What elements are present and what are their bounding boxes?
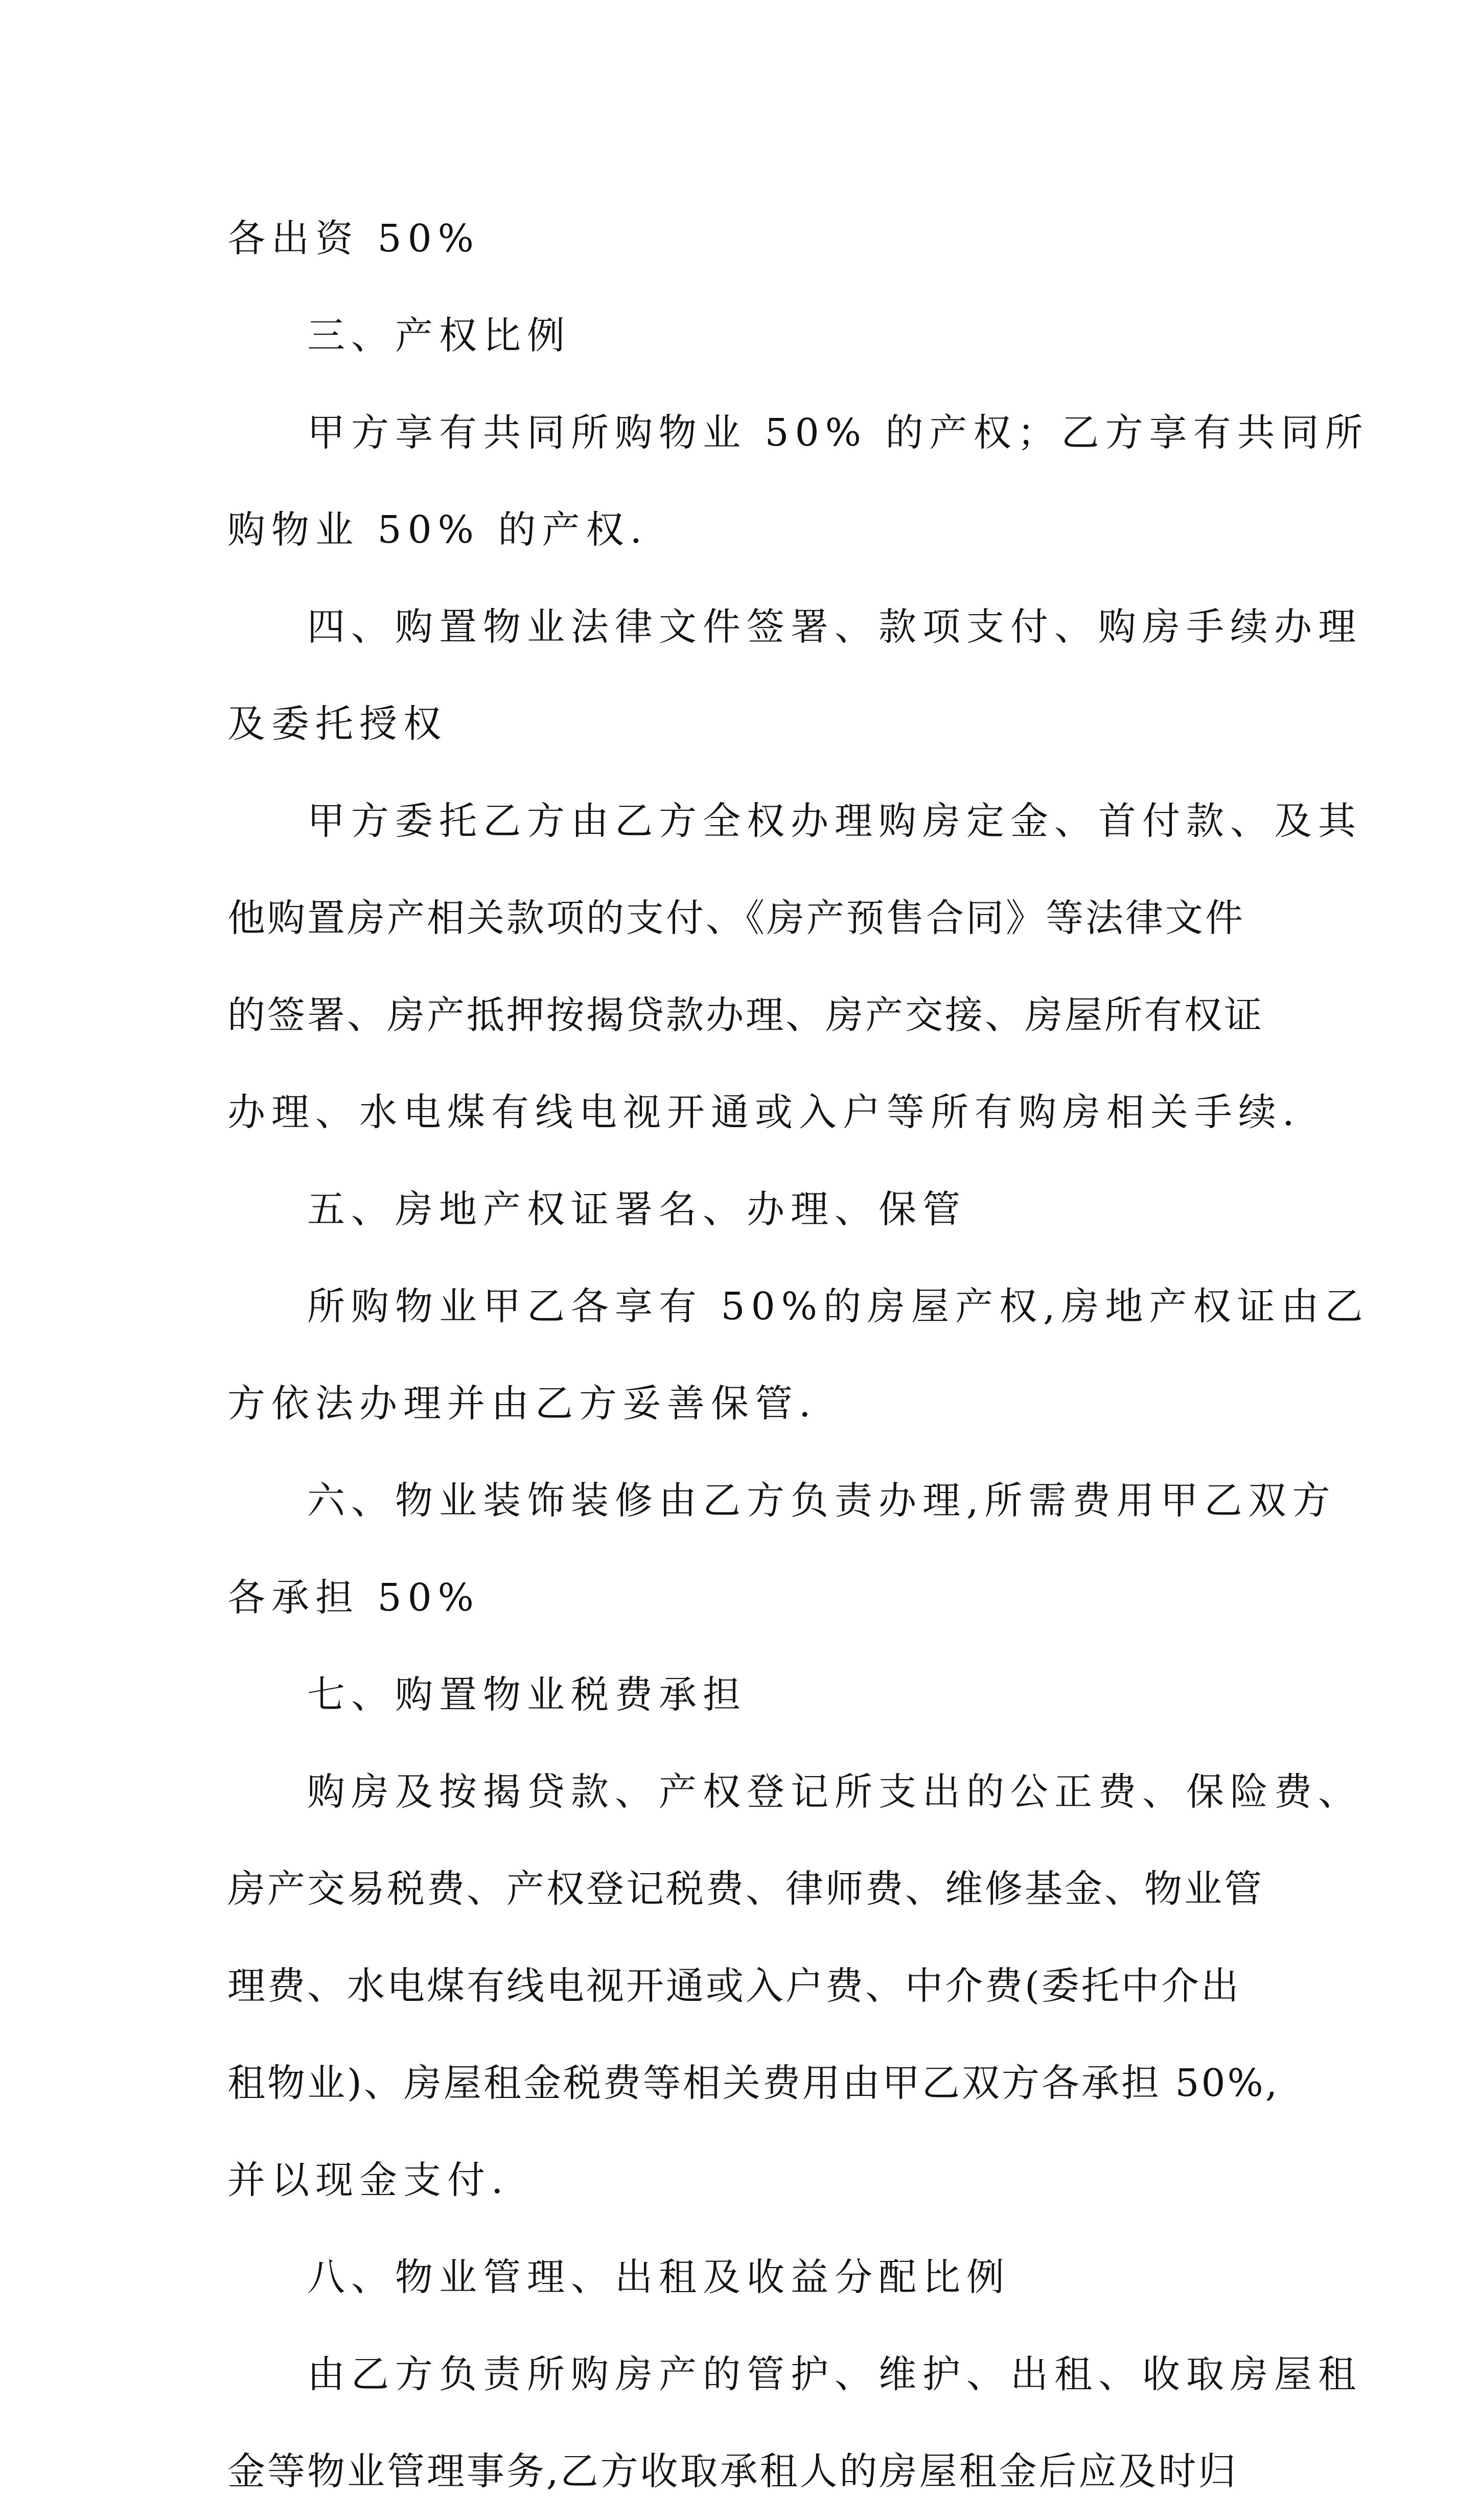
section-heading-6: 六、物业装饰装修由乙方负责办理,所需费用甲乙双方 (307, 1479, 1336, 1523)
text-line: 他购置房产相关款项的支付、《房产预售合同》等法律文件 (227, 896, 1245, 940)
text-line: 租物业)、房屋租金税费等相关费用由甲乙双方各承担 50%, (227, 2061, 1280, 2105)
section-heading-7: 七、购置物业税费承担 (307, 1673, 747, 1717)
text-line: 购房及按揭贷款、产权登记所支出的公正费、保险费、 (307, 1770, 1362, 1814)
section-heading-4: 四、购置物业法律文件签署、款项支付、购房手续办理 (307, 605, 1362, 649)
text-line: 理费、水电煤有线电视开通或入户费、中介费(委托中介出 (227, 1964, 1241, 2008)
text-line: 甲方享有共同所购物业 50% 的产权；乙方享有共同所 (307, 411, 1369, 455)
text-line: 房产交易税费、产权登记税费、律师费、维修基金、物业管 (227, 1867, 1264, 1911)
text-line: 各出资 50% (227, 217, 480, 261)
text-line: 所购物业甲乙各享有 50%的房屋产权,房地产权证由乙 (307, 1285, 1369, 1328)
section-heading-8: 八、物业管理、出租及收益分配比例 (307, 2255, 1010, 2299)
section-heading-5: 五、房地产权证署名、办理、保管 (307, 1187, 966, 1231)
text-line: 并以现金支付. (227, 2158, 510, 2202)
text-line: 由乙方负责所购房产的管护、维护、出租、收取房屋租 (307, 2352, 1362, 2396)
text-line: 各承担 50% (227, 1576, 480, 1620)
text-line: 甲方委托乙方由乙方全权办理购房定金、首付款、及其 (307, 799, 1362, 843)
text-line: 金等物业管理事务,乙方收取承租人的房屋租金后应及时归 (227, 2449, 1238, 2493)
text-line: 方依法办理并由乙方妥善保管. (227, 1382, 817, 1426)
text-line: 办理、水电煤有线电视开通或入户等所有购房相关手续. (227, 1090, 1301, 1134)
text-line: 的签署、房产抵押按揭贷款办理、房产交接、房屋所有权证 (227, 993, 1264, 1037)
document-body (227, 190, 1369, 2520)
section-heading-3: 三、产权比例 (307, 314, 571, 358)
text-line: 购物业 50% 的产权. (227, 508, 649, 552)
text-line: 及委托授权 (227, 702, 447, 746)
